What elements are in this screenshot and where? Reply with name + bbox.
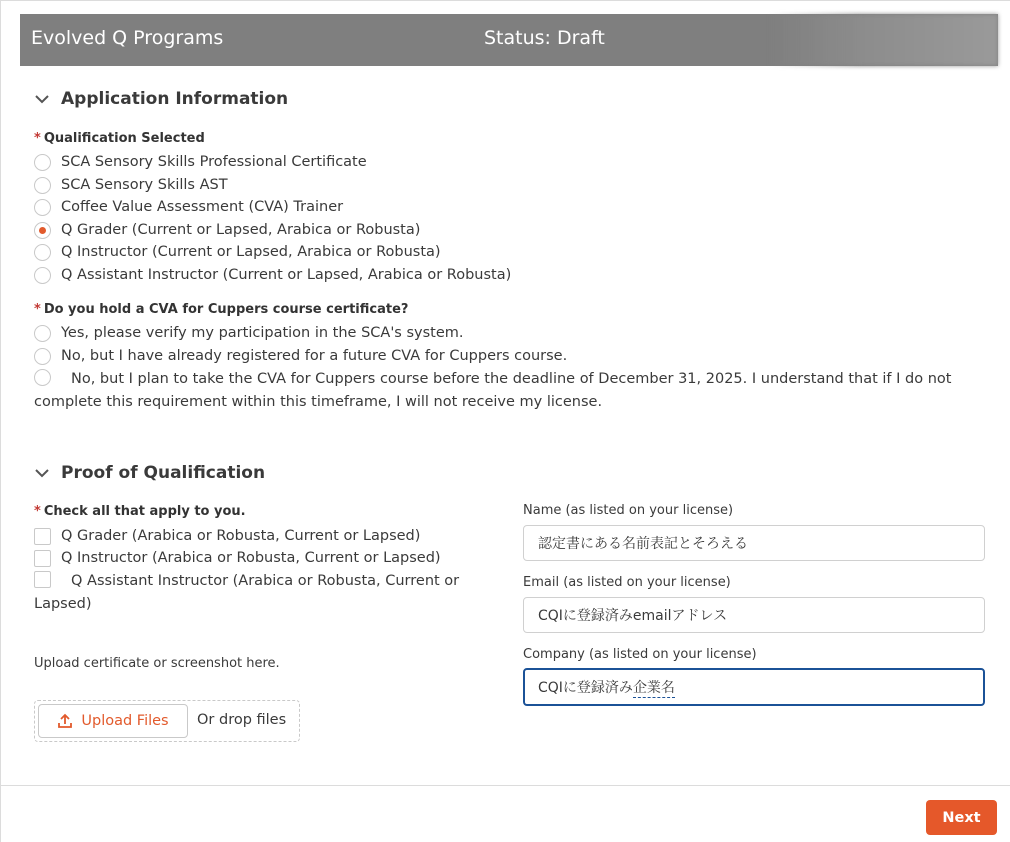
- proof-checkbox-option[interactable]: Q Instructor (Arabica or Robusta, Current or Lapsed): [34, 547, 441, 570]
- qualification-option[interactable]: SCA Sensory Skills AST: [34, 174, 228, 197]
- chevron-down-icon: [34, 91, 50, 107]
- proof-checkbox-option[interactable]: Q Assistant Instructor (Arabica or Robusta, Current or Lapsed): [34, 573, 460, 612]
- radio-button[interactable]: [34, 267, 51, 284]
- qualification-option-selected[interactable]: Q Grader (Current or Lapsed, Arabica or Robusta): [34, 219, 420, 242]
- upload-files-button[interactable]: Upload Files: [38, 704, 188, 738]
- required-marker: *: [34, 302, 41, 317]
- section-title: Application Information: [61, 89, 289, 109]
- proof-checkbox-option[interactable]: Q Grader (Arabica or Robusta, Current or Lapsed): [34, 525, 420, 548]
- radio-button[interactable]: [34, 348, 51, 365]
- drop-files-text: Or drop files: [197, 712, 287, 728]
- checkbox-group-label: * Check all that apply to you.: [34, 504, 246, 519]
- checkbox[interactable]: [34, 528, 51, 545]
- company-input[interactable]: CQIに登録済み 企業名: [523, 668, 985, 706]
- radio-button[interactable]: [34, 177, 51, 194]
- cva-option[interactable]: Yes, please verify my participation in the SCA's system.: [34, 322, 464, 345]
- email-field-label: Email (as listed on your license): [523, 575, 731, 590]
- name-input[interactable]: 認定書にある名前表記とそろえる: [523, 525, 985, 561]
- radio-button[interactable]: [34, 244, 51, 261]
- application-section-toggle[interactable]: [34, 89, 288, 109]
- chevron-down-icon: [34, 465, 50, 481]
- cva-question-label: * Do you hold a CVA for Cuppers course certificate?: [34, 302, 409, 317]
- company-field-label: Company (as listed on your license): [523, 647, 757, 662]
- status-text: Status: Draft: [484, 27, 605, 49]
- name-field-label: Name (as listed on your license): [523, 503, 734, 518]
- qualification-option[interactable]: Q Instructor (Current or Lapsed, Arabica or Robusta): [34, 241, 441, 264]
- cva-option[interactable]: No, but I plan to take the CVA for Cuppers course before the deadline of December 31, 2025. I understand that if I do not complete this requirement within this timeframe, I will not receive my license.: [34, 371, 952, 410]
- email-input[interactable]: CQIに登録済みemailアドレス: [523, 597, 985, 633]
- radio-button-checked[interactable]: [34, 222, 51, 239]
- radio-button[interactable]: [34, 154, 51, 171]
- checkbox[interactable]: [34, 550, 51, 567]
- upload-label: Upload certificate or screenshot here.: [34, 656, 280, 671]
- qualification-option[interactable]: SCA Sensory Skills Professional Certificate: [34, 151, 367, 174]
- page-header: [20, 14, 998, 66]
- radio-button[interactable]: [34, 325, 51, 342]
- proof-section-toggle[interactable]: [34, 463, 265, 483]
- section-title: Proof of Qualification: [61, 463, 266, 483]
- file-drop-zone[interactable]: [34, 700, 300, 742]
- next-button[interactable]: Next: [926, 800, 997, 835]
- redacted-area: [768, 14, 998, 66]
- qualification-option[interactable]: Q Assistant Instructor (Current or Lapsed, Arabica or Robusta): [34, 264, 511, 287]
- page-title: Evolved Q Programs: [31, 27, 224, 49]
- radio-button[interactable]: [34, 369, 51, 386]
- ime-composition-text: 企業名: [633, 677, 675, 698]
- required-marker: *: [34, 504, 41, 519]
- checkbox[interactable]: [34, 571, 51, 588]
- upload-icon: [57, 713, 73, 729]
- required-marker: *: [34, 131, 41, 146]
- radio-button[interactable]: [34, 199, 51, 216]
- cva-option[interactable]: No, but I have already registered for a future CVA for Cuppers course.: [34, 345, 567, 368]
- qualification-label: * Qualification Selected: [34, 131, 205, 146]
- footer-divider: [0, 785, 1010, 786]
- qualification-option[interactable]: Coffee Value Assessment (CVA) Trainer: [34, 196, 343, 219]
